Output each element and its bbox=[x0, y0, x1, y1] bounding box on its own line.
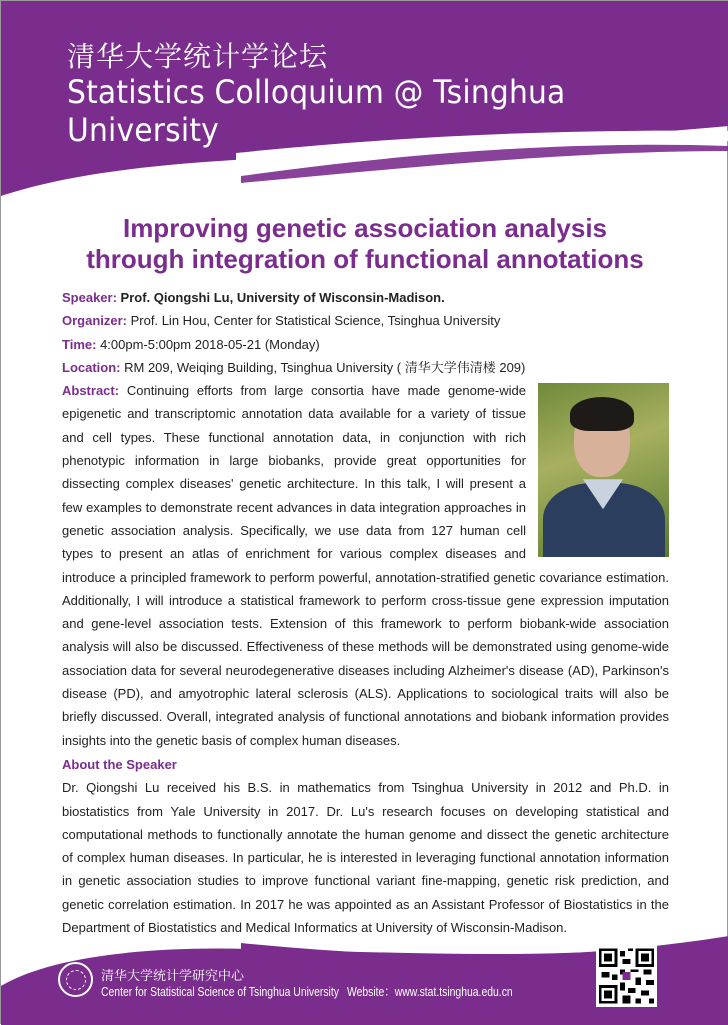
speaker-label: Speaker: bbox=[62, 290, 117, 305]
talk-title-line1: Improving genetic association analysis bbox=[122, 213, 608, 243]
organizer-line bbox=[62, 309, 669, 332]
header-title-cn: 清华大学统计学论坛 bbox=[67, 40, 329, 73]
abstract-text: Continuing efforts from large consortia have made genome-wide epigenetic and transcriptomic annotation data available for a variety of tissue and cell types. These functional annotation data, in conjunction with rich phenotypic information in large biobanks, provide great opportunities for dissecting complex diseases' genetic architecture. In this talk, I will present a few examples to demonstrate recent advances in data integration approaches in genetic association analysis. Specifically, we use data from 127 human cell types to present an atlas of enrichment for various complex diseases and introduce a principled framework to perform powerful, annotation-stratified genetic covariance estimation. Additionally, I will introduce a statistical framework to perform cross-tissue gene expression imputation and gene-level association tests. Extension of this framework to perform biobank-wide association analysis will also be discussed. Effectiveness of these methods will be demonstrated using genome-wide association data for several neurodegenerative diseases including Alzheimer's disease (AD), Parkinson's disease (PD), and amyotrophic lateral sclerosis (ALS). Applications to sociological traits will also be briefly discussed. Overall, integrated analysis of functional annotations and biobank information provides insights into the genetic basis of complex human diseases. bbox=[62, 383, 669, 748]
organizer-label: Organizer: bbox=[62, 313, 128, 329]
speaker-photo bbox=[538, 383, 669, 557]
speaker-value: Prof. Qiongshi Lu, University of Wisconsin-Madison. bbox=[120, 290, 445, 305]
footer-website[interactable]: Website：www.stat.tsinghua.edu.cn bbox=[346, 984, 513, 999]
organizer-value: Prof. Lin Hou, Center for Statistical Science, Tsinghua University bbox=[130, 313, 501, 329]
time-label: Time: bbox=[62, 336, 97, 352]
time-line bbox=[62, 333, 669, 356]
abstract-label: Abstract: bbox=[62, 383, 120, 399]
footer-center-en: Center for Statistical Science of Tsinghua University bbox=[101, 984, 339, 999]
footer-center-cn: 清华大学统计学研究中心 bbox=[101, 969, 245, 984]
location-label: Location: bbox=[62, 359, 121, 375]
about-speaker-text: Dr. Qiongshi Lu received his B.S. in mathematics from Tsinghua University in 2012 and Ph.D. in biostatistics from Yale University in 2017. Dr. Lu's research focuses on developing statistical and computational methods to functionally annotate the human genome and dissect the genetic architecture of complex human diseases. In particular, he is interested in leveraging functional annotation information in genetic association studies to improve functional variant fine-mapping, genetic risk prediction, and genetic correlation estimation. In 2017 he was appointed as an Assistant Professor of Biostatistics in the Department of Biostatistics and Medical Informatics at University of Wisconsin-Madison. bbox=[62, 780, 669, 936]
qr-code bbox=[596, 945, 657, 1007]
talk-title bbox=[31, 213, 699, 275]
abstract bbox=[62, 379, 669, 752]
speaker-line bbox=[62, 286, 669, 309]
header-title-en: Statistics Colloquium @ Tsinghua University bbox=[67, 73, 566, 149]
location-line bbox=[62, 356, 669, 379]
tsinghua-logo bbox=[58, 962, 93, 997]
talk-details bbox=[62, 286, 669, 939]
talk-title-line2: through integration of functional annotations bbox=[86, 244, 644, 274]
time-value: 4:00pm-5:00pm 2018-05-21 (Monday) bbox=[100, 336, 320, 352]
about-speaker-heading: About the Speaker bbox=[62, 756, 177, 772]
location-value: RM 209, Weiqing Building, Tsinghua University ( 清华大学伟清楼 209) bbox=[124, 359, 526, 375]
footer-line bbox=[101, 981, 521, 1000]
